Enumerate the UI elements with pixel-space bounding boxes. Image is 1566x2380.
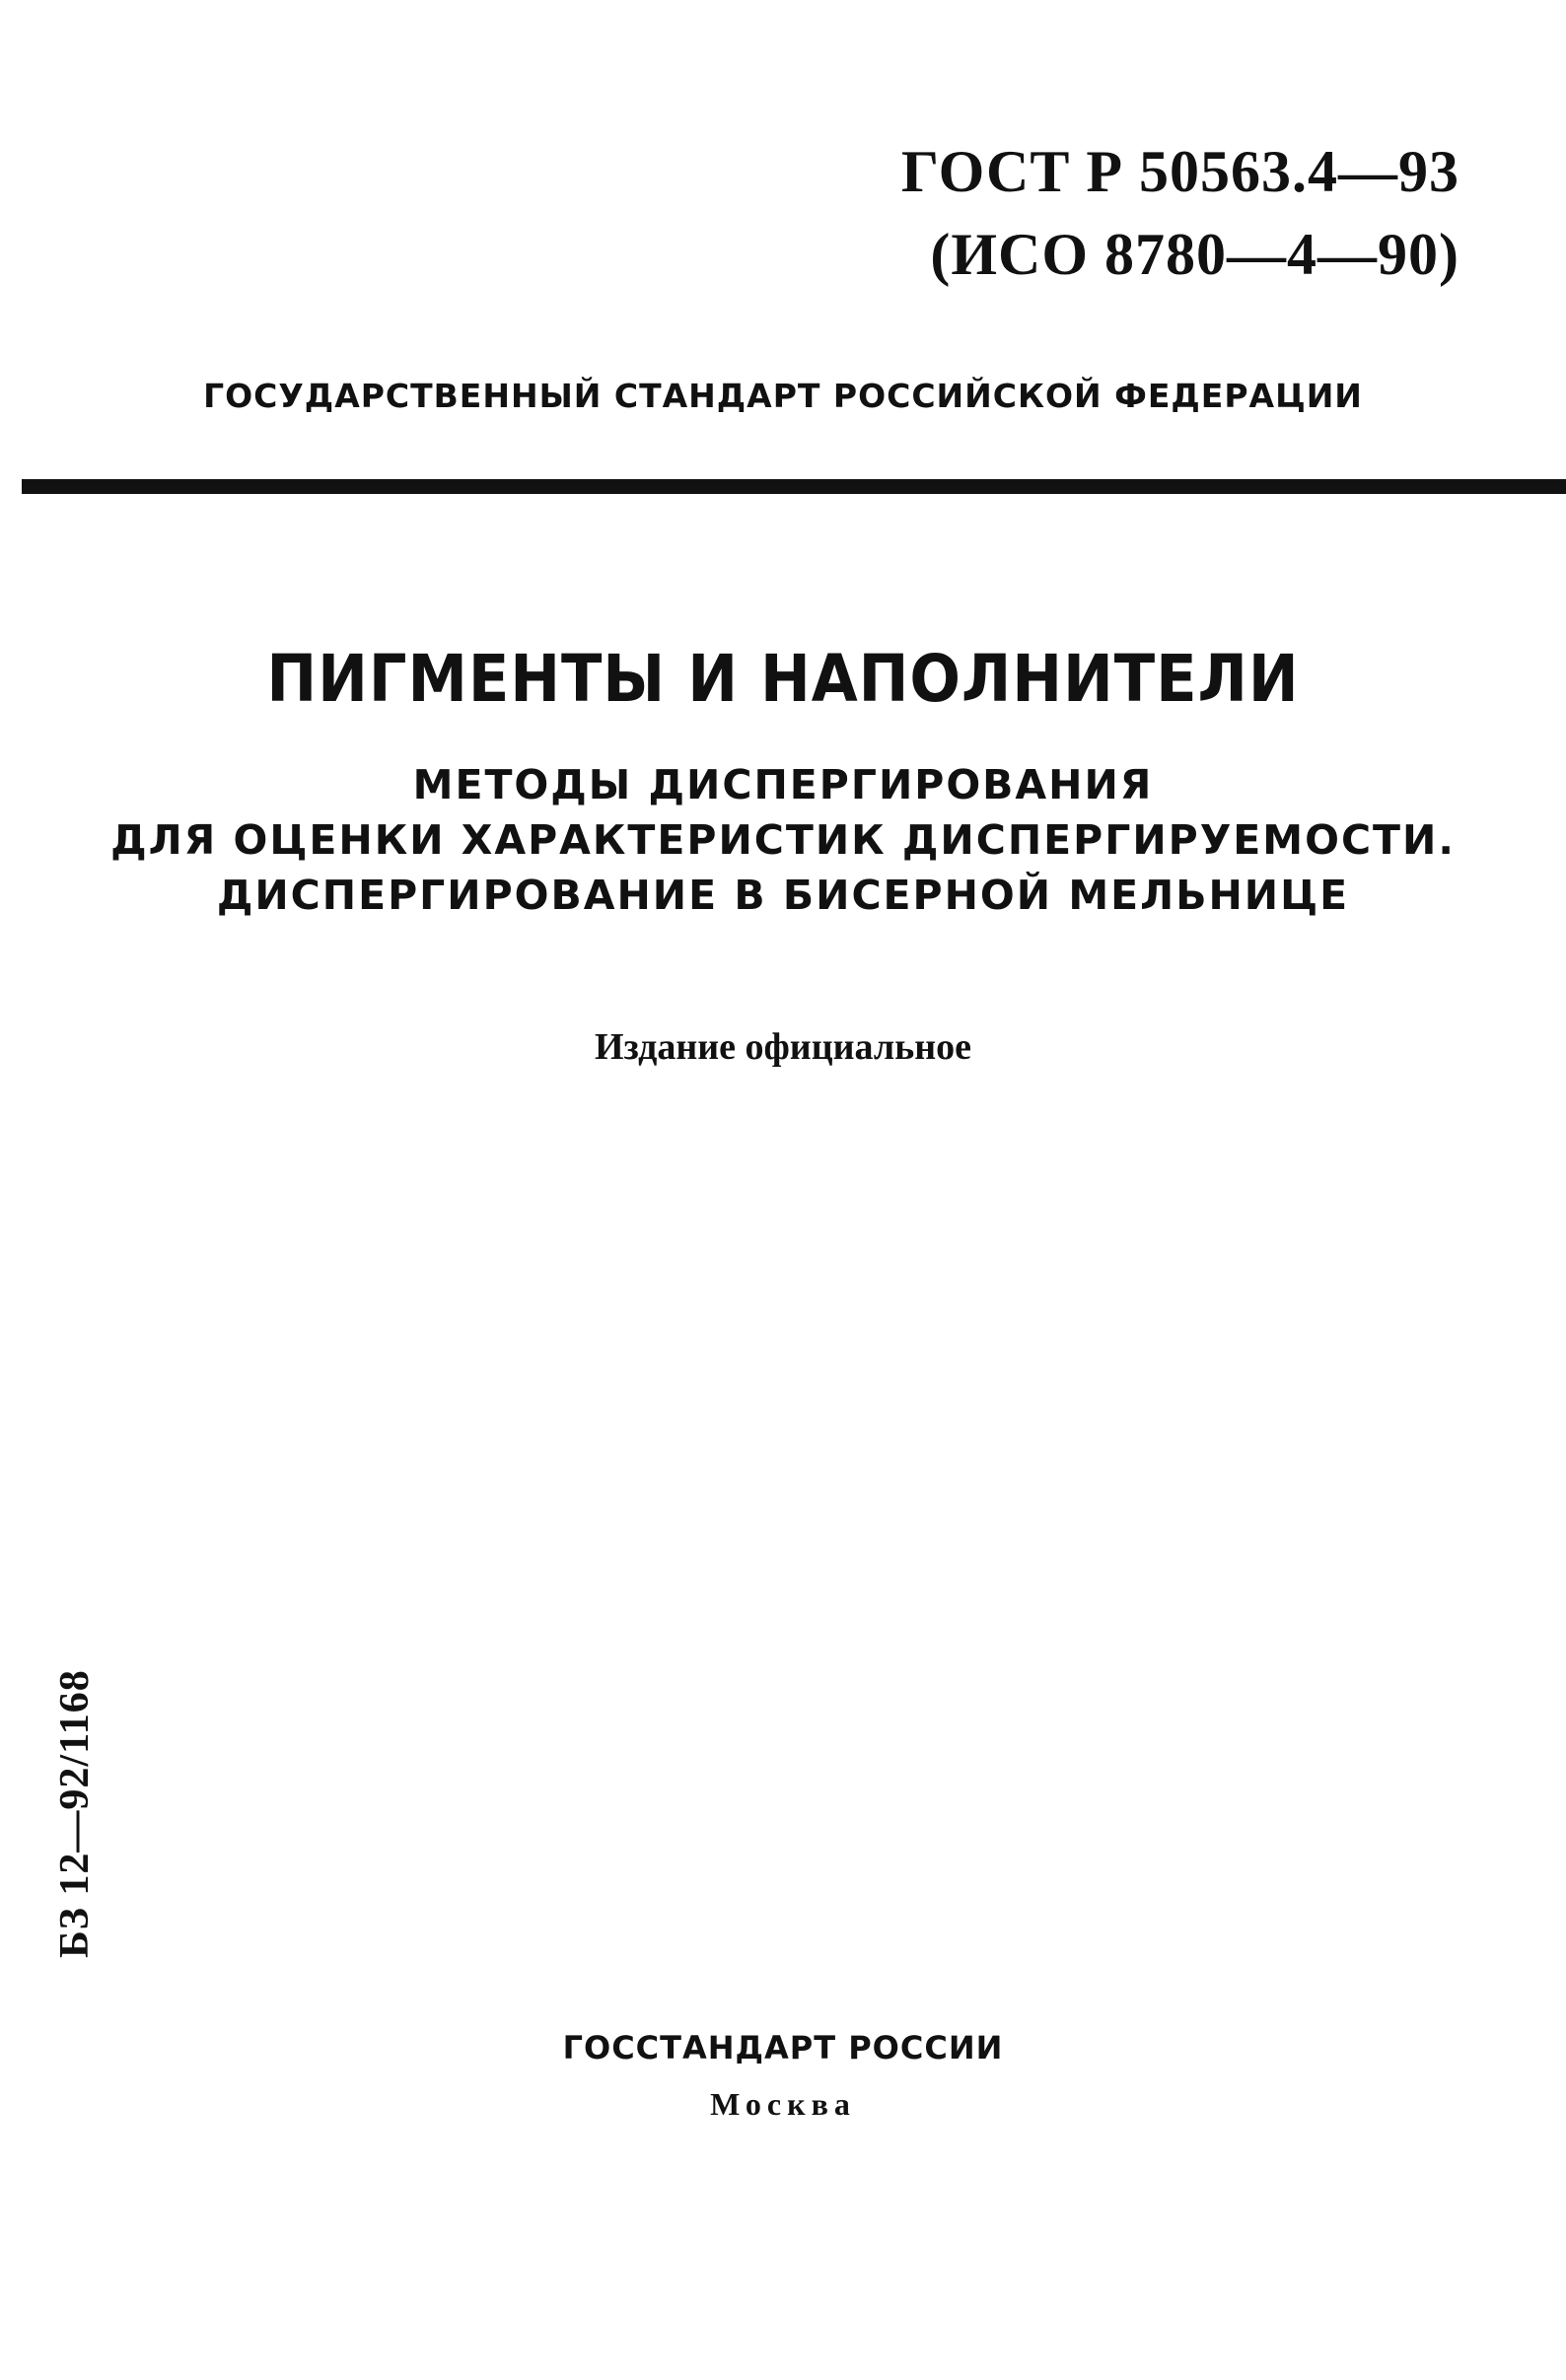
document-title: ПИГМЕНТЫ И НАПОЛНИТЕЛИ bbox=[266, 641, 1300, 717]
catalog-code: БЗ 12—92/1168 bbox=[52, 1669, 98, 1958]
subtitle-line-3: ДИСПЕРГИРОВАНИЕ В БИСЕРНОЙ МЕЛЬНИЦЕ bbox=[216, 872, 1350, 919]
standard-number: ГОСТ Р 50563.4—93 bbox=[900, 139, 1459, 204]
iso-reference: (ИСО 8780—4—90) bbox=[930, 222, 1459, 287]
edition-label: Издание официальное bbox=[594, 1026, 971, 1068]
publication-city: Москва bbox=[710, 2086, 856, 2122]
state-standard-heading: ГОСУДАРСТВЕННЫЙ СТАНДАРТ РОССИЙСКОЙ ФЕДЕРАЦИИ bbox=[203, 377, 1363, 415]
publisher-name: ГОССТАНДАРТ РОССИИ bbox=[562, 2029, 1004, 2066]
standard-designation bbox=[901, 130, 1459, 296]
document-subtitle bbox=[0, 757, 1566, 923]
subtitle-line-2: ДЛЯ ОЦЕНКИ ХАРАКТЕРИСТИК ДИСПЕРГИРУЕМОСТИ. bbox=[110, 816, 1456, 864]
subtitle-line-1: МЕТОДЫ ДИСПЕРГИРОВАНИЯ bbox=[412, 761, 1154, 808]
horizontal-rule bbox=[22, 479, 1566, 494]
